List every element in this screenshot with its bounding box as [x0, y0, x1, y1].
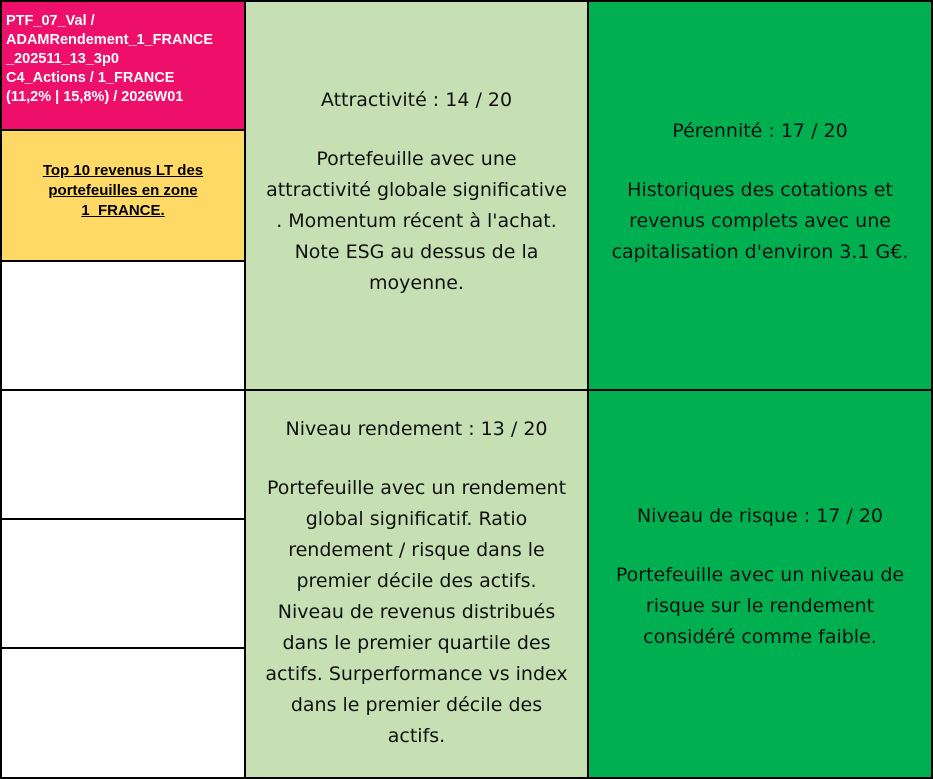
top10-cell [0, 129, 246, 262]
rendement-line: global significatif. Ratio [305, 507, 528, 530]
empty-cell [0, 389, 246, 520]
rendement-line: actifs. Surperformance vs index [265, 662, 568, 685]
attractivite-line: attractivité globale significative [266, 179, 567, 201]
top10-label: Top 10 revenus LT des portefeuilles en zone 1_FRANCE. [42, 162, 204, 219]
rendement-description [265, 473, 567, 752]
rendement-line: premier décile des actifs. [296, 569, 537, 592]
perennite-description [612, 175, 909, 268]
empty-cell [0, 647, 246, 779]
attractivite-title: Attractivité : 14 / 20 [320, 89, 513, 111]
perennite-cell [587, 0, 933, 391]
risque-line: risque sur le rendement [645, 594, 875, 617]
attractivite-cell [244, 0, 589, 391]
attractivite-line: . Momentum récent à l'achat. [276, 210, 557, 232]
risque-description [616, 560, 904, 653]
header-line: C4_Actions / 1_FRANCE [6, 70, 175, 86]
risque-line: considéré comme faible. [643, 625, 877, 648]
rendement-title: Niveau rendement : 13 / 20 [285, 417, 548, 440]
rendement-line: rendement / risque dans le [288, 538, 545, 561]
header-line: ADAMRendement_1_FRANCE [6, 32, 214, 48]
attractivite-line: Note ESG au dessus de la [294, 241, 539, 263]
attractivite-line: moyenne. [369, 272, 464, 294]
empty-cell [0, 260, 246, 391]
perennite-line: capitalisation d'environ 3.1 G€. [611, 241, 909, 263]
risque-line: Portefeuille avec un niveau de [615, 563, 905, 586]
rendement-line: Portefeuille avec un rendement [266, 476, 567, 499]
header-line: (11,2% | 15,8%) / 2026W01 [6, 89, 184, 105]
attractivite-description [266, 144, 567, 299]
attractivite-line: Portefeuille avec une [316, 148, 517, 170]
rendement-line: Niveau de revenus distribués [277, 600, 556, 623]
rendement-line: actifs. [387, 724, 446, 747]
perennite-line: Historiques des cotations et [627, 179, 893, 201]
risque-cell [587, 389, 933, 779]
perennite-title: Pérennité : 17 / 20 [672, 120, 848, 142]
header-line: PTF_07_Val / [6, 13, 95, 29]
rendement-line: dans le premier décile des [290, 693, 543, 716]
risque-title: Niveau de risque : 17 / 20 [636, 504, 884, 527]
rendement-cell [244, 389, 589, 779]
perennite-line: revenus complets avec une [629, 210, 891, 232]
empty-cell [0, 518, 246, 649]
header-line: _202511_13_3p0 [6, 51, 119, 67]
rendement-line: dans le premier quartile des [282, 631, 551, 654]
portfolio-header-cell [0, 0, 246, 131]
